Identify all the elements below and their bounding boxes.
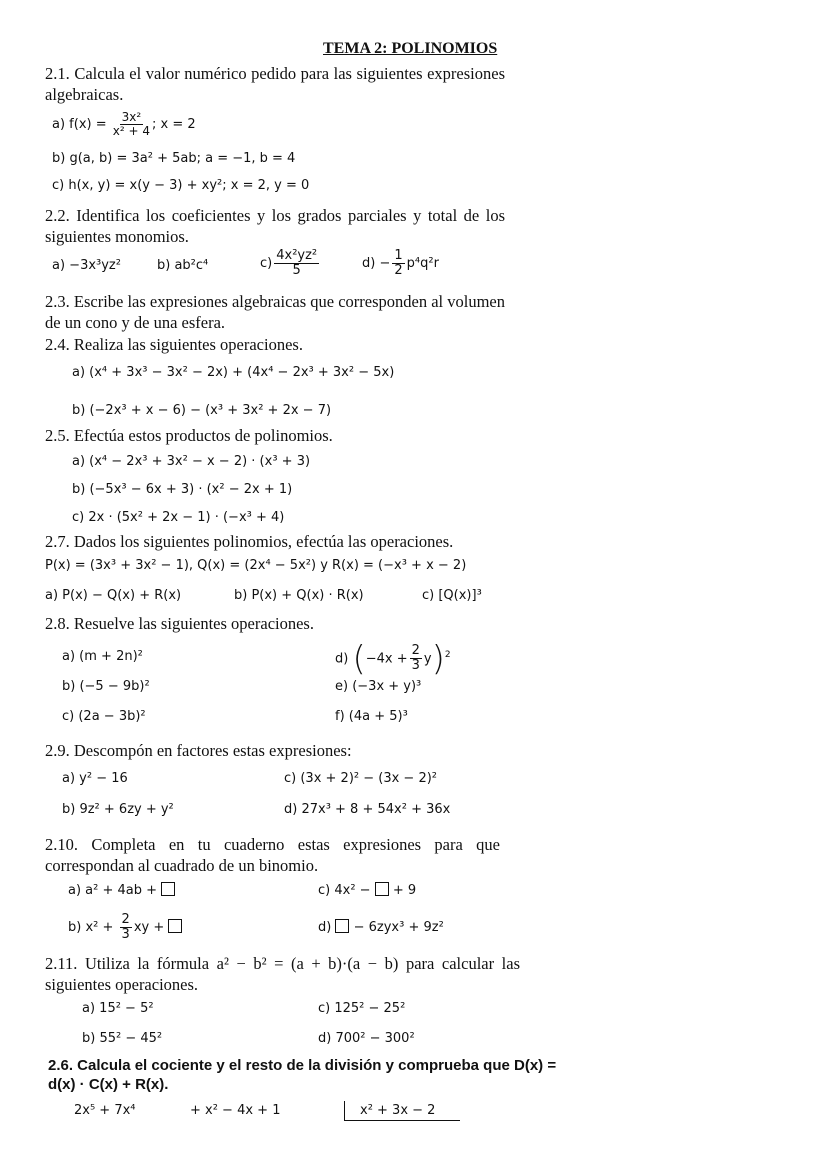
- exercise-2-8-f: f) (4a + 5)³: [335, 709, 408, 724]
- exercise-2-6-prompt: 2.6. Calcula el cociente y el resto de la división y comprueba que D(x) = d(x) · C(x) + R(x).: [48, 1057, 557, 1093]
- exercise-2-2-prompt: 2.2. Identifica los coeficientes y los grados parciales y total de los siguientes monomios.: [45, 206, 505, 246]
- exercise-2-5-b: b) (−5x³ − 6x + 3) · (x² − 2x + 1): [72, 482, 293, 497]
- exercise-2-8-e: e) (−3x + y)³: [335, 679, 422, 694]
- exercise-2-9-d: d) 27x³ + 8 + 54x² + 36x: [284, 802, 451, 817]
- exercise-2-2-c: c) $\frac{\text{4x²yz²}}{5}$: [260, 248, 318, 278]
- exercise-2-10-a: a) a² + 4ab +: [68, 882, 175, 900]
- exercise-2-8-c: c) (2a − 3b)²: [62, 709, 146, 724]
- exercise-2-11-d: d) 700² − 300²: [318, 1031, 415, 1046]
- exercise-2-7-c: c) [Q(x)]³: [422, 588, 482, 603]
- exercise-2-8-prompt: 2.8. Resuelve las siguientes operaciones.: [45, 614, 314, 633]
- exercise-2-10-c: c) 4x² − + 9: [318, 883, 417, 898]
- division-bracket-horizontal: [344, 1120, 460, 1121]
- page-title: TEMA 2: POLINOMIOS: [323, 40, 498, 57]
- exercise-2-10-b: b) x² + $\frac{2}{3}$ xy +: [68, 912, 182, 944]
- exercise-2-11-c: c) 125² − 25²: [318, 1001, 406, 1016]
- exercise-2-9-prompt: 2.9. Descompón en factores estas expresiones:: [45, 741, 352, 760]
- exercise-2-8-b: b) (−5 − 9b)²: [62, 679, 150, 694]
- exercise-2-3-prompt: 2.3. Escribe las expresiones algebraicas que corresponden al volumen de un cono y de una esfera.: [45, 292, 506, 332]
- exercise-2-5-c: c) 2x · (5x² + 2x − 1) · (−x³ + 4): [72, 510, 285, 525]
- exercise-2-2-d: d) − $\frac{1}{2}$ p⁴q²r: [362, 248, 439, 278]
- division-dividend-trailing: + x² − 4x + 1: [190, 1103, 281, 1118]
- exercise-2-11-b: b) 55² − 45²: [82, 1031, 163, 1046]
- division-divisor: x² + 3x − 2: [360, 1103, 436, 1118]
- exercise-2-10-prompt: 2.10. Completa en tu cuaderno estas expresiones para que correspondan al cuadrado de un binomio.: [45, 835, 500, 875]
- exercise-2-4-b: b) (−2x³ + x − 6) − (x³ + 3x² + 2x − 7): [72, 403, 332, 418]
- exercise-2-9-c: c) (3x + 2)² − (3x − 2)²: [284, 771, 438, 786]
- exercise-2-7-b: b) P(x) + Q(x) · R(x): [234, 588, 364, 603]
- exercise-2-1-c: c) h(x, y) = x(y − 3) + xy²; x = 2, y = 0: [52, 178, 310, 193]
- exercise-2-7-a: a) P(x) − Q(x) + R(x): [45, 588, 182, 603]
- exercise-2-5-prompt: 2.5. Efectúa estos productos de polinomios.: [45, 426, 333, 445]
- exercise-2-1-prompt: 2.1. Calcula el valor numérico pedido para las siguientes expresiones algebraicas.: [45, 64, 505, 104]
- exercise-2-1-b: b) g(a, b) = 3a² + 5ab; a = −1, b = 4: [52, 151, 296, 166]
- exercise-2-5-a: a) (x⁴ − 2x³ + 3x² − x − 2) · (x³ + 3): [72, 454, 311, 469]
- blank-box: [161, 882, 175, 896]
- exercise-2-2-b: b) ab²c⁴: [157, 258, 209, 273]
- exercise-2-8-d: d) (−4x + $\frac{2}{3}$ y)$^2$: [335, 638, 451, 679]
- exercise-2-11-a: a) 15² − 5²: [82, 1001, 154, 1016]
- exercise-2-4-a: a) (x⁴ + 3x³ − 3x² − 2x) + (4x⁴ − 2x³ + 3x² − 5x): [72, 365, 395, 380]
- division-dividend-leading: 2x⁵ + 7x⁴: [74, 1103, 136, 1118]
- exercise-2-10-d: d) − 6zyx³ + 9z²: [318, 920, 444, 935]
- exercise-2-9-b: b) 9z² + 6zy + y²: [62, 802, 174, 817]
- blank-box: [335, 919, 349, 933]
- division-bracket-vertical: [344, 1101, 345, 1120]
- exercise-2-2-a: a) −3x³yz²: [52, 258, 121, 273]
- blank-box: [375, 882, 389, 896]
- exercise-2-9-a: a) y² − 16: [62, 771, 128, 786]
- exercise-2-8-a: a) (m + 2n)²: [62, 649, 143, 664]
- exercise-2-7-prompt: 2.7. Dados los siguientes polinomios, efectúa las operaciones.: [45, 532, 454, 551]
- blank-box: [168, 919, 182, 933]
- exercise-2-11-prompt: 2.11. Utiliza la fórmula a² − b² = (a + b)·(a − b) para calcular las siguientes operaciones.: [45, 954, 520, 994]
- exercise-2-1-a: a) f(x) = $\frac{\text{3x²}}{\text{x² + 4}}$ ; x = 2: [52, 110, 196, 138]
- exercise-2-7-definitions: P(x) = (3x³ + 3x² − 1), Q(x) = (2x⁴ − 5x²) y R(x) = (−x³ + x − 2): [45, 558, 467, 573]
- exercise-2-4-prompt: 2.4. Realiza las siguientes operaciones.: [45, 335, 303, 354]
